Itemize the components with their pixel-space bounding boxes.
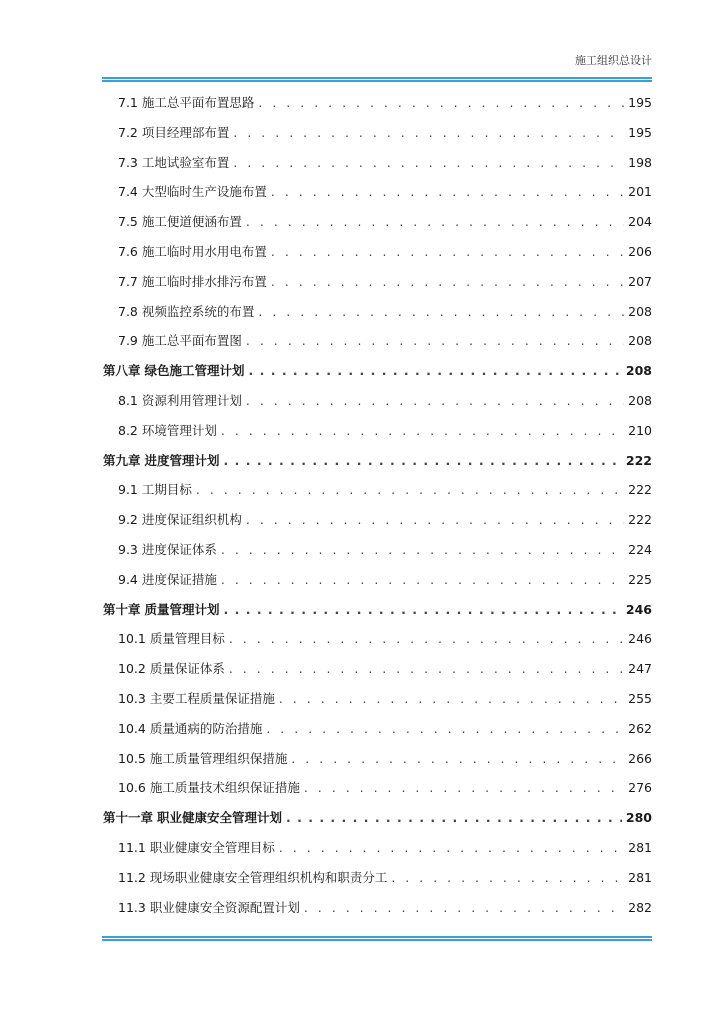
- toc-entry-page-number: 195: [628, 95, 652, 110]
- toc-entry-number: 7.8: [118, 303, 138, 319]
- toc-entry-title: 工期目标: [141, 482, 192, 498]
- toc-entry-title: 施工总平面布置思路: [141, 95, 255, 110]
- toc-entry-title: 施工质量技术组织保证措施: [149, 780, 300, 796]
- toc-section-entry[interactable]: [103, 684, 652, 714]
- toc-leader-dots: [224, 595, 622, 625]
- toc-entry-title: 进度保证措施: [141, 571, 217, 587]
- toc-leader-dots: [246, 207, 624, 237]
- toc-entry-page-number: 282: [628, 899, 652, 915]
- toc-entry-number: 10.4: [118, 720, 146, 736]
- toc-entry-number: 7.4: [118, 184, 138, 200]
- toc-entry-number: 7.7: [118, 273, 138, 289]
- toc-entry-title: 进度管理计划: [144, 452, 220, 468]
- toc-entry-page-number: 195: [628, 124, 652, 140]
- toc-leader-dots: [271, 237, 624, 267]
- toc-section-entry[interactable]: [103, 535, 652, 565]
- toc-section-entry[interactable]: [103, 326, 652, 356]
- toc-entry-title: 职业健康安全管理目标: [149, 839, 275, 855]
- toc-entry-number: 8.1: [118, 392, 138, 408]
- toc-entry-title: 施工便道便涵布置: [141, 214, 242, 230]
- toc-leader-dots: [233, 148, 624, 178]
- toc-entry-number: 9.4: [118, 571, 138, 587]
- page-header-title: 施工组织总设计: [575, 54, 652, 67]
- toc-entry-title: 进度保证体系: [141, 541, 217, 557]
- toc-entry-title: 现场职业健康安全管理组织机构和职责分工: [149, 869, 388, 885]
- toc-leader-dots: [304, 893, 624, 923]
- toc-entry-page-number: 208: [628, 392, 652, 408]
- toc-entry-page-number: 208: [628, 333, 652, 349]
- toc-leader-dots: [221, 416, 624, 446]
- toc-entry-number: 7.1: [118, 95, 138, 110]
- toc-entry-page-number: 281: [628, 839, 652, 855]
- toc-section-entry[interactable]: [103, 297, 652, 327]
- toc-leader-dots: [271, 267, 624, 297]
- toc-section-entry[interactable]: [103, 386, 652, 416]
- toc-entry-number: 10.2: [118, 661, 146, 677]
- toc-entry-page-number: 201: [628, 184, 652, 200]
- toc-entry-title: 视频监控系统的布置: [141, 303, 255, 319]
- toc-entry-page-number: 204: [628, 214, 652, 230]
- toc-section-entry[interactable]: [103, 267, 652, 297]
- toc-section-entry[interactable]: [103, 714, 652, 744]
- toc-section-entry[interactable]: [103, 148, 652, 178]
- toc-entry-number: 9.2: [118, 512, 138, 528]
- toc-entry-number: 10.5: [118, 750, 146, 766]
- toc-section-entry[interactable]: [103, 88, 652, 118]
- toc-section-entry[interactable]: [103, 654, 652, 684]
- toc-entry-number: 7.6: [118, 243, 138, 259]
- toc-entry-number: 10.1: [118, 631, 146, 647]
- toc-entry-page-number: 225: [628, 571, 652, 587]
- toc-entry-page-number: 224: [628, 541, 652, 557]
- toc-leader-dots: [271, 177, 624, 207]
- toc-entry-title: 施工总平面布置图: [141, 333, 242, 349]
- toc-leader-dots: [291, 744, 624, 774]
- toc-chapter-entry[interactable]: [103, 803, 652, 833]
- table-of-contents: [103, 88, 652, 922]
- toc-entry-page-number: 208: [628, 303, 652, 319]
- toc-entry-number: 第九章: [103, 452, 141, 468]
- toc-entry-title: 质量管理计划: [144, 601, 220, 617]
- toc-entry-page-number: 255: [628, 690, 652, 706]
- toc-entry-number: 10.3: [118, 690, 146, 706]
- toc-section-entry[interactable]: [103, 177, 652, 207]
- toc-leader-dots: [246, 326, 624, 356]
- toc-leader-dots: [279, 833, 624, 863]
- toc-entry-number: 第十章: [103, 601, 141, 617]
- toc-leader-dots: [258, 297, 624, 327]
- footer-rule: [102, 936, 652, 941]
- toc-entry-title: 项目经理部布置: [141, 124, 230, 140]
- toc-section-entry[interactable]: [103, 475, 652, 505]
- toc-leader-dots: [249, 356, 622, 386]
- toc-entry-page-number: 206: [628, 243, 652, 259]
- toc-entry-page-number: 246: [625, 601, 652, 617]
- toc-entry-page-number: 210: [628, 422, 652, 438]
- toc-section-entry[interactable]: [103, 773, 652, 803]
- toc-leader-dots: [304, 773, 624, 803]
- toc-entry-title: 资源利用管理计划: [141, 392, 242, 408]
- toc-entry-page-number: 276: [628, 780, 652, 796]
- toc-entry-number: 9.1: [118, 482, 138, 498]
- toc-entry-number: 9.3: [118, 541, 138, 557]
- toc-section-entry[interactable]: [103, 833, 652, 863]
- toc-entry-number: 第八章: [103, 363, 141, 379]
- toc-entry-title: 工地试验室布置: [141, 154, 230, 170]
- toc-entry-title: 施工临时用水用电布置: [141, 243, 267, 259]
- toc-entry-title: 质量通病的防治措施: [149, 720, 263, 736]
- toc-leader-dots: [246, 386, 624, 416]
- toc-leader-dots: [229, 624, 624, 654]
- toc-entry-page-number: 207: [628, 273, 652, 289]
- toc-entry-page-number: 222: [628, 482, 652, 498]
- toc-entry-page-number: 246: [628, 631, 652, 647]
- toc-entry-number: 8.2: [118, 422, 138, 438]
- toc-chapter-entry[interactable]: [103, 446, 652, 476]
- toc-chapter-entry[interactable]: [103, 356, 652, 386]
- header-rule: [102, 77, 652, 82]
- toc-leader-dots: [279, 684, 624, 714]
- toc-section-entry[interactable]: [103, 893, 652, 923]
- toc-entry-title: 职业健康安全资源配置计划: [149, 899, 300, 915]
- toc-entry-title: 环境管理计划: [141, 422, 217, 438]
- toc-entry-page-number: 281: [628, 869, 652, 885]
- toc-leader-dots: [221, 565, 624, 595]
- toc-leader-dots: [229, 654, 624, 684]
- toc-leader-dots: [266, 714, 624, 744]
- toc-entry-title: 主要工程质量保证措施: [149, 690, 275, 706]
- toc-entry-number: 7.5: [118, 214, 138, 230]
- toc-entry-title: 施工质量管理组织保措施: [149, 750, 288, 766]
- toc-section-entry[interactable]: [103, 118, 652, 148]
- toc-entry-number: 11.3: [118, 899, 146, 915]
- toc-entry-title: 施工临时排水排污布置: [141, 273, 267, 289]
- toc-section-entry[interactable]: [103, 565, 652, 595]
- toc-leader-dots: [391, 863, 624, 893]
- toc-section-entry[interactable]: [103, 237, 652, 267]
- toc-section-entry[interactable]: [103, 416, 652, 446]
- toc-entry-number: 11.1: [118, 839, 146, 855]
- toc-entry-page-number: 222: [625, 452, 652, 468]
- toc-leader-dots: [246, 505, 624, 535]
- toc-entry-title: 质量管理目标: [149, 631, 225, 647]
- toc-leader-dots: [258, 88, 624, 118]
- toc-entry-page-number: 198: [628, 154, 652, 170]
- toc-entry-number: 7.2: [118, 124, 138, 140]
- toc-leader-dots: [224, 446, 622, 476]
- toc-section-entry[interactable]: [103, 207, 652, 237]
- toc-entry-page-number: 222: [628, 512, 652, 528]
- toc-entry-title: 进度保证组织机构: [141, 512, 242, 528]
- toc-entry-number: 7.3: [118, 154, 138, 170]
- toc-entry-number: 7.9: [118, 333, 138, 349]
- toc-entry-page-number: 266: [628, 750, 652, 766]
- toc-entry-number: 第十一章: [103, 810, 154, 826]
- toc-entry-number: 11.2: [118, 869, 146, 885]
- toc-entry-title: 职业健康安全管理计划: [157, 810, 283, 826]
- toc-entry-title: 质量保证体系: [149, 661, 225, 677]
- toc-section-entry[interactable]: [103, 505, 652, 535]
- toc-entry-title: 绿色施工管理计划: [144, 363, 245, 379]
- toc-entry-page-number: 247: [628, 661, 652, 677]
- toc-chapter-entry[interactable]: [103, 595, 652, 625]
- toc-leader-dots: [286, 803, 622, 833]
- toc-entry-page-number: 280: [625, 810, 652, 826]
- toc-section-entry[interactable]: [103, 863, 652, 893]
- toc-section-entry[interactable]: [103, 744, 652, 774]
- toc-leader-dots: [196, 475, 624, 505]
- toc-entry-page-number: 208: [625, 363, 652, 379]
- toc-leader-dots: [221, 535, 624, 565]
- toc-entry-page-number: 262: [628, 720, 652, 736]
- toc-leader-dots: [233, 118, 624, 148]
- toc-entry-title: 大型临时生产设施布置: [141, 184, 267, 200]
- toc-section-entry[interactable]: [103, 624, 652, 654]
- toc-entry-number: 10.6: [118, 780, 146, 796]
